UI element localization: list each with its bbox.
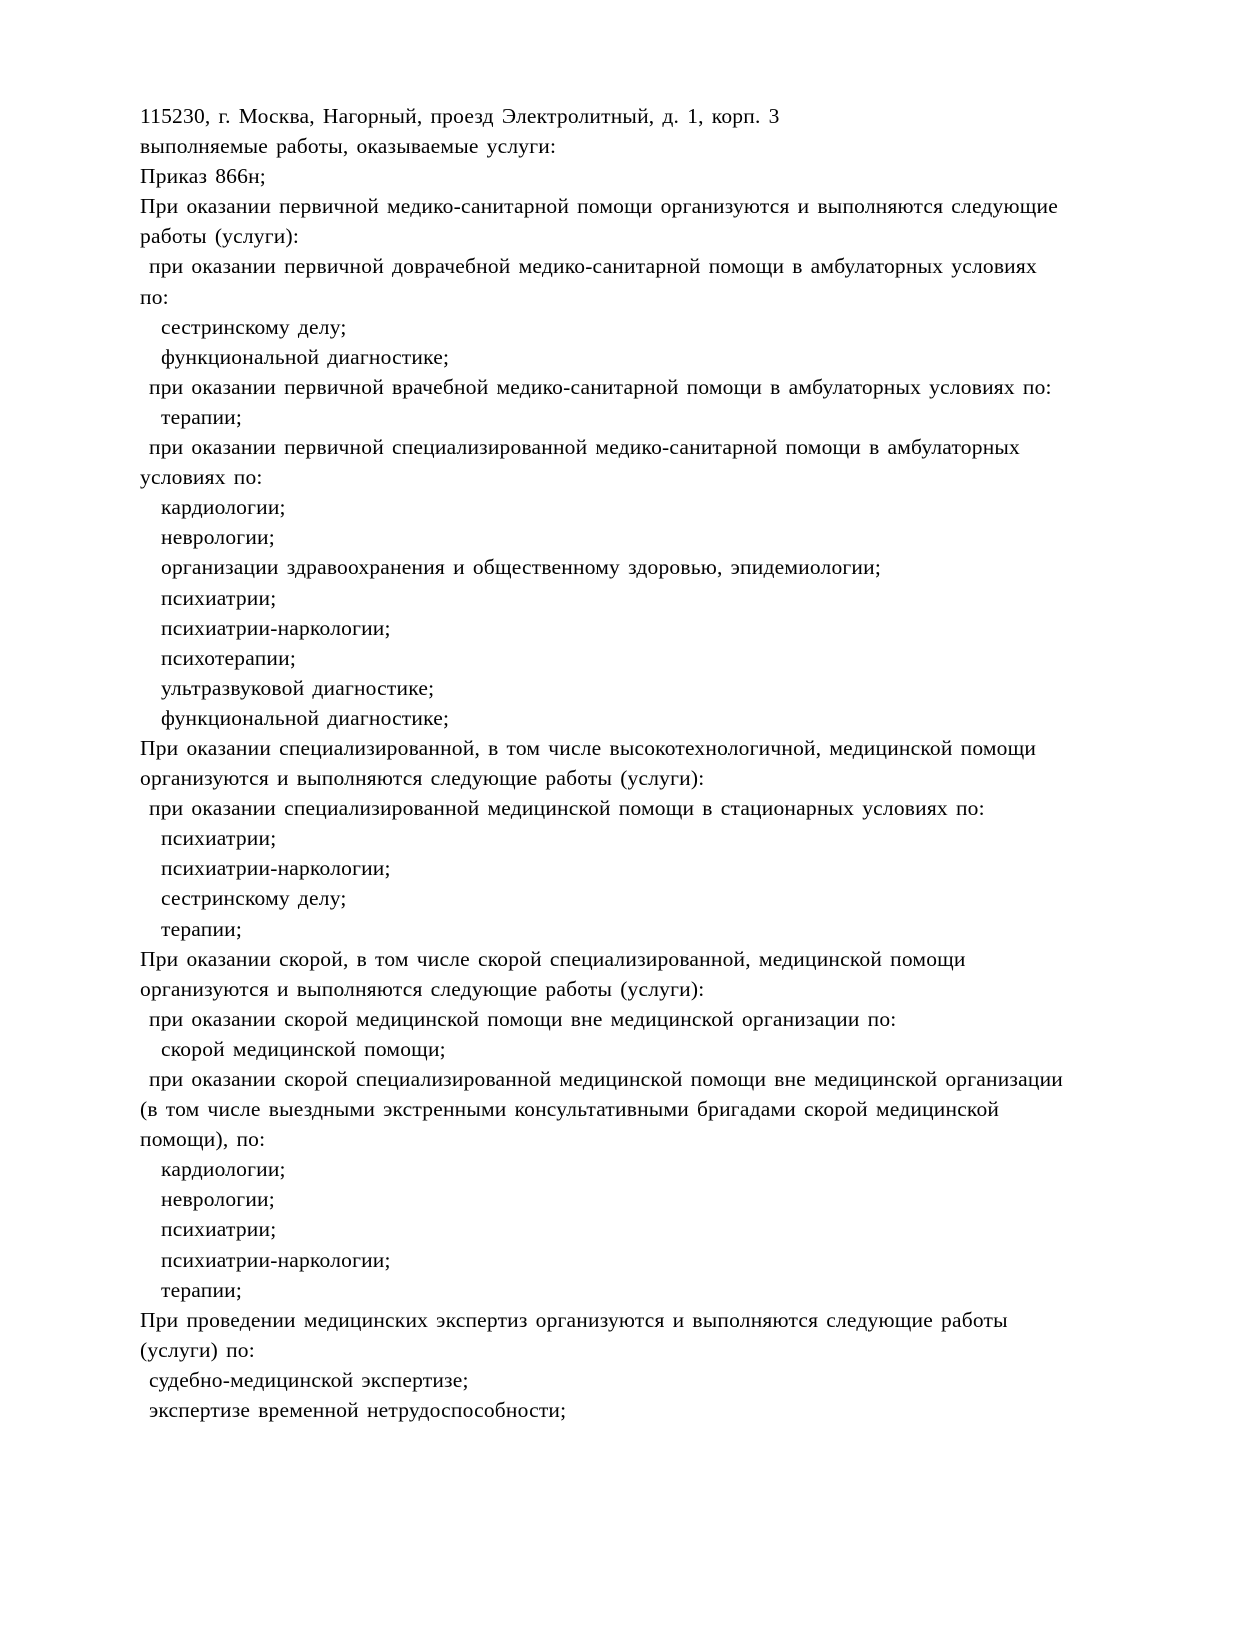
document-text-line: функциональной диагностике; [161,705,450,730]
document-text-line: помощи), по: [140,1127,266,1152]
document-text-line: судебно-медицинской экспертизе; [149,1367,469,1392]
document-text-line: при оказании первичной специализированной медико-санитарной помощи в амбулаторных [149,435,1020,460]
document-text-line: психиатрии; [161,1217,277,1242]
document-text-line: организуются и выполняются следующие работы (услуги): [140,976,705,1001]
document-text-line: при оказании скорой специализированной медицинской помощи вне медицинской организации [149,1067,1063,1091]
document-text-line: экспертизе временной нетрудоспособности; [149,1398,567,1423]
document-text-line: функциональной диагностике; [161,344,450,369]
document-text-line: неврологии; [161,1187,275,1212]
document-text-line: психиатрии; [161,826,277,851]
document-text-line: При проведении медицинских экспертиз организуются и выполняются следующие работы [140,1307,1008,1332]
license-works-services-text-block [140,101,1200,1425]
document-text-line: терапии; [161,1277,243,1302]
document-text-line: кардиологии; [161,495,286,520]
document-text-line: При оказании скорой, в том числе скорой специализированной, медицинской помощи [140,946,966,971]
document-text-line: психиатрии-наркологии; [161,856,391,881]
document-text-line: психотерапии; [161,645,296,670]
document-text-line: скорой медицинской помощи; [161,1036,446,1061]
document-text-line: выполняемые работы, оказываемые услуги: [140,134,557,159]
document-text-line: сестринскому делу; [161,314,347,339]
document-text-line: по: [140,284,169,309]
document-text-line: работы (услуги): [140,224,300,249]
document-text-line: терапии; [161,404,243,429]
document-text-line: психиатрии-наркологии; [161,615,391,640]
document-text-line: 115230, г. Москва, Нагорный, проезд Электролитный, д. 1, корп. 3 [140,104,780,128]
document-text-line: Приказ 866н; [140,164,266,189]
document-text-line: При оказании первичной медико-санитарной помощи организуются и выполняются следующие [140,194,1058,219]
document-text-line: ультразвуковой диагностике; [161,675,435,700]
document-text-line: сестринскому делу; [161,886,347,911]
document-text-line: условиях по: [140,465,263,490]
document-text-line: кардиологии; [161,1157,286,1182]
document-text-line: При оказании специализированной, в том числе высокотехнологичной, медицинской помощи [140,735,1037,760]
document-text-line: при оказании первичной доврачебной медико-санитарной помощи в амбулаторных условиях [149,254,1037,279]
document-text-line: психиатрии-наркологии; [161,1247,391,1272]
document-text-line: при оказании первичной врачебной медико-санитарной помощи в амбулаторных условиях по: [149,374,1052,399]
document-text-line: (в том числе выездными экстренными консультативными бригадами скорой медицинской [140,1097,1000,1122]
document-text-line: (услуги) по: [140,1337,255,1362]
document-text-line: организуются и выполняются следующие работы (услуги): [140,766,705,791]
document-text-line: терапии; [161,916,243,941]
document-text-line: неврологии; [161,525,275,550]
document-text-line: при оказании специализированной медицинской помощи в стационарных условиях по: [149,796,985,821]
document-text-line: организации здравоохранения и общественному здоровью, эпидемиологии; [161,555,882,580]
document-text-line: психиатрии; [161,585,277,610]
document-text-line: при оказании скорой медицинской помощи вне медицинской организации по: [149,1006,897,1031]
